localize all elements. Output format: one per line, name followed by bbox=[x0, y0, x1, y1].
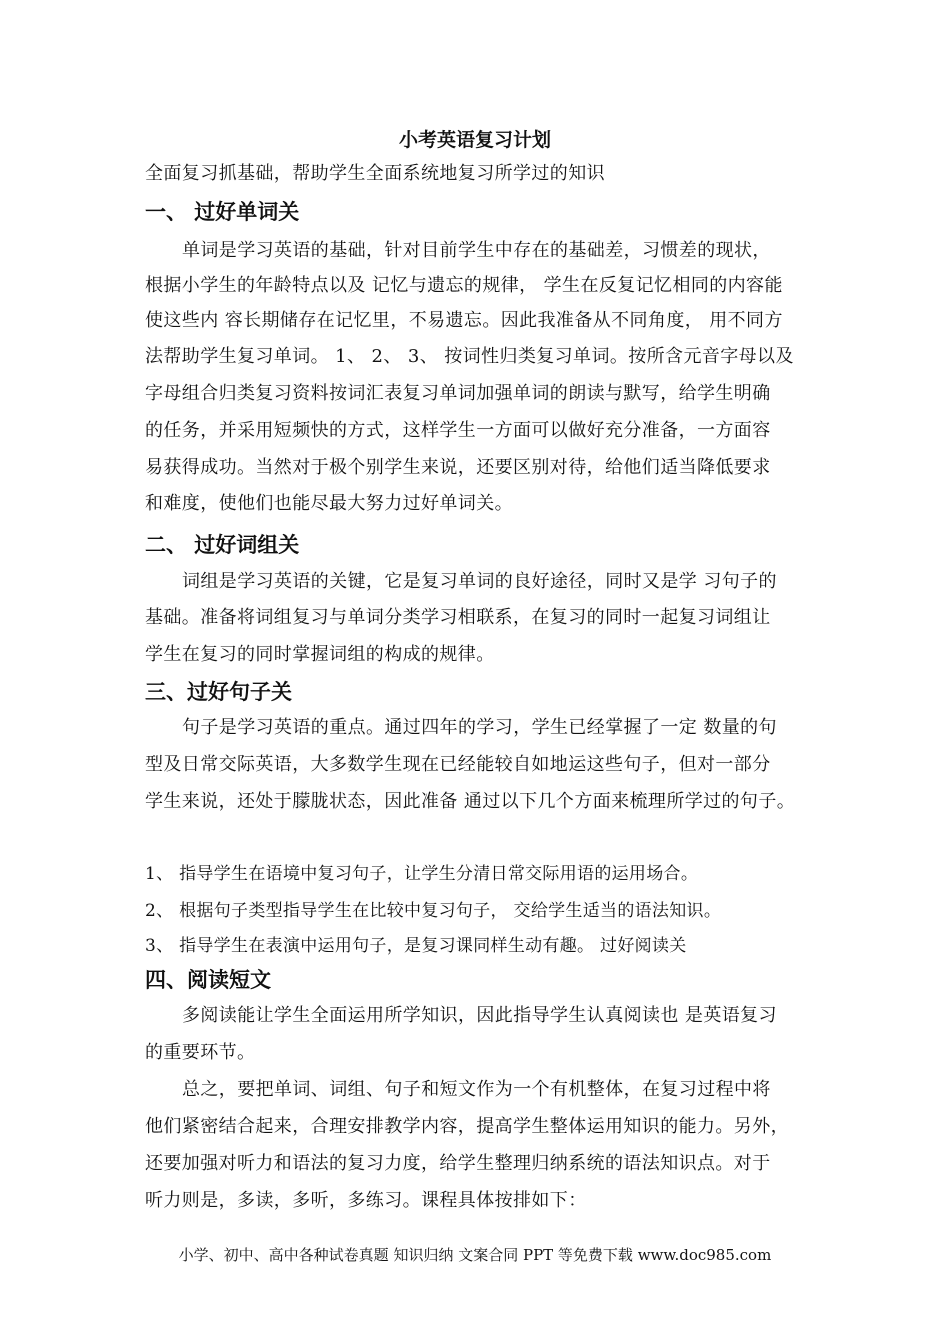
paragraph-line: 字母组合归类复习资料按词汇表复习单词加强单词的朗读与默写，给学生明确 bbox=[145, 383, 771, 404]
paragraph-line: 法帮助学生复习单词。 1、 2、 3、 按词性归类复习单词。按所含元音字母以及 bbox=[145, 346, 794, 367]
paragraph-line: 听力则是，多读，多听，多练习。课程具体按排如下： bbox=[145, 1190, 587, 1211]
section-heading: 二、 过好词组关 bbox=[145, 533, 300, 557]
paragraph-line: 和难度，使他们也能尽最大努力过好单词关。 bbox=[145, 493, 513, 514]
footer-text: 小学、初中、高中各种试卷真题 知识归纳 文案合同 PPT 等免费下载 www.doc985.com bbox=[178, 1246, 772, 1264]
paragraph-line: 根据小学生的年龄特点以及 记忆与遗忘的规律， 学生在反复记忆相同的内容能 bbox=[145, 275, 783, 296]
paragraph-line: 单词是学习英语的基础，针对目前学生中存在的基础差，习惯差的现状， bbox=[182, 240, 771, 261]
paragraph-line: 还要加强对听力和语法的复习力度，给学生整理归纳系统的语法知识点。对于 bbox=[145, 1153, 771, 1174]
paragraph-line: 学生来说，还处于朦胧状态，因此准备 通过以下几个方面来梳理所学过的句子。 bbox=[145, 791, 796, 812]
paragraph-line: 易获得成功。当然对于极个别学生来说，还要区别对待，给他们适当降低要求 bbox=[145, 457, 771, 478]
paragraph-line: 型及日常交际英语，大多数学生现在已经能较自如地运这些句子，但对一部分 bbox=[145, 754, 771, 775]
list-item: 1、 指导学生在语境中复习句子，让学生分清日常交际用语的运用场合。 bbox=[145, 864, 699, 884]
paragraph-line: 多阅读能让学生全面运用所学知识，因此指导学生认真阅读也 是英语复习 bbox=[182, 1005, 777, 1026]
paragraph-line: 使这些内 容长期储存在记忆里，不易遗忘。因此我准备从不同角度， 用不同方 bbox=[145, 310, 783, 331]
list-item: 2、 根据句子类型指导学生在比较中复习句子， 交给学生适当的语法知识。 bbox=[145, 901, 722, 921]
paragraph-line: 学生在复习的同时掌握词组的构成的规律。 bbox=[145, 644, 495, 665]
section-heading: 四、阅读短文 bbox=[145, 968, 271, 992]
list-item: 3、 指导学生在表演中运用句子，是复习课同样生动有趣。 过好阅读关 bbox=[145, 936, 687, 956]
section-heading: 三、过好句子关 bbox=[145, 680, 292, 704]
paragraph-line: 的重要环节。 bbox=[145, 1042, 256, 1063]
paragraph-line: 句子是学习英语的重点。通过四年的学习，学生已经掌握了一定 数量的句 bbox=[182, 717, 777, 738]
section-heading: 一、 过好单词关 bbox=[145, 200, 300, 224]
paragraph-line: 他们紧密结合起来，合理安排教学内容，提高学生整体运用知识的能力。另外， bbox=[145, 1116, 789, 1137]
intro-line: 全面复习抓基础，帮助学生全面系统地复习所学过的知识 bbox=[145, 163, 605, 184]
paragraph-line: 总之，要把单词、词组、句子和短文作为一个有机整体，在复习过程中将 bbox=[182, 1079, 771, 1100]
paragraph-line: 基础。准备将词组复习与单词分类学习相联系，在复习的同时一起复习词组让 bbox=[145, 607, 771, 628]
paragraph-line: 的任务，并采用短频快的方式，这样学生一方面可以做好充分准备，一方面容 bbox=[145, 420, 771, 441]
page-title: 小考英语复习计划 bbox=[398, 129, 551, 151]
paragraph-line: 词组是学习英语的关键，它是复习单词的良好途径，同时又是学 习句子的 bbox=[182, 571, 777, 592]
